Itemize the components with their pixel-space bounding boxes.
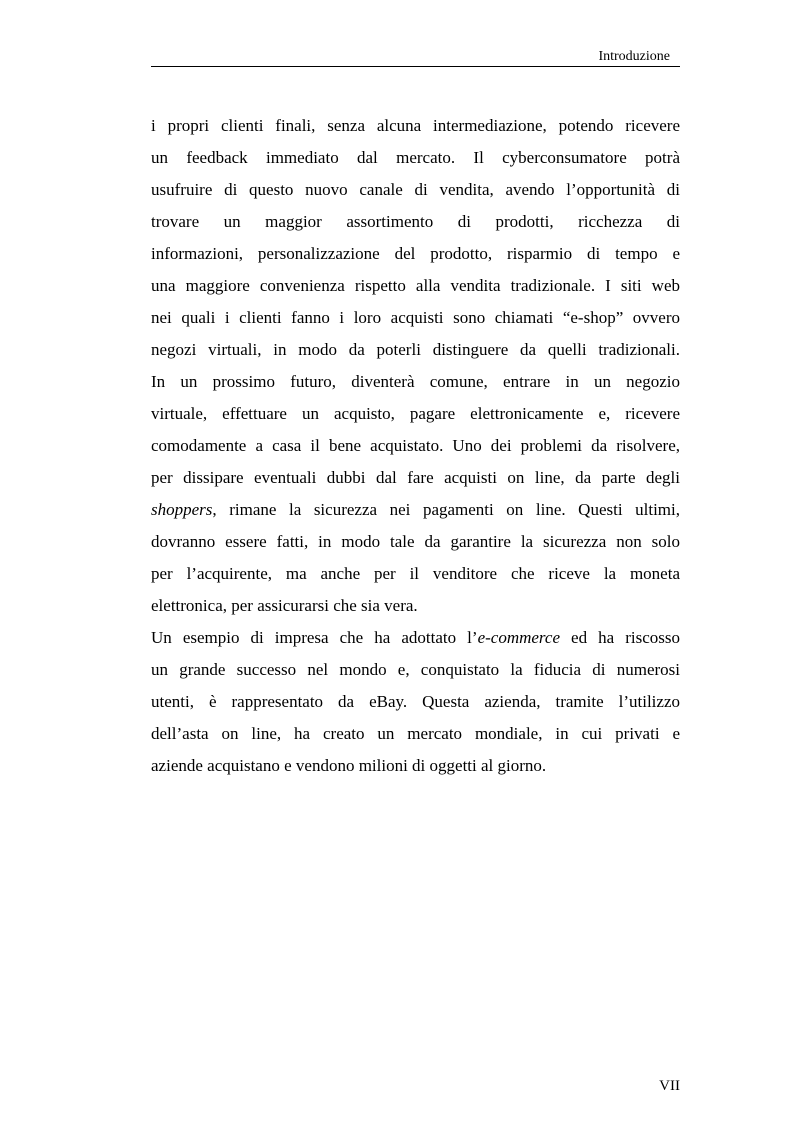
text-line: nei quali i clienti fanno i loro acquisti sono chiamati “e-shop” ovvero bbox=[151, 308, 680, 327]
text-line: aziende acquistano e vendono milioni di oggetti al giorno. bbox=[151, 756, 547, 775]
paragraph-2 bbox=[151, 622, 680, 782]
text-line: informazioni, personalizzazione del prodotto, risparmio di tempo e bbox=[151, 244, 680, 263]
text-line: i propri clienti finali, senza alcuna intermediazione, potendo ricevere bbox=[151, 116, 680, 135]
italic-term-e-commerce: e-commerce bbox=[477, 628, 560, 647]
text-line: utenti, è rappresentato da eBay. Questa azienda, tramite l’utilizzo bbox=[151, 692, 680, 711]
text-fragment: Un esempio di impresa che ha adottato l’ bbox=[151, 628, 478, 647]
text-line: In un prossimo futuro, diventerà comune, entrare in un negozio bbox=[151, 372, 680, 391]
text-line: usufruire di questo nuovo canale di vendita, avendo l’opportunità di bbox=[151, 180, 680, 199]
text-line: comodamente a casa il bene acquistato. Uno dei problemi da risolvere, bbox=[151, 436, 680, 455]
text-line: negozi virtuali, in modo da poterli distinguere da quelli tradizionali. bbox=[151, 340, 680, 359]
page-number: VII bbox=[659, 1078, 680, 1094]
text-line: un grande successo nel mondo e, conquistato la fiducia di numerosi bbox=[151, 660, 680, 679]
header-title: Introduzione bbox=[598, 49, 670, 64]
text-line: un feedback immediato dal mercato. Il cyberconsumatore potrà bbox=[151, 148, 680, 167]
text-fragment: , rimane la sicurezza nei pagamenti on line. Questi ultimi, bbox=[212, 500, 680, 519]
text-line: una maggiore convenienza rispetto alla vendita tradizionale. I siti web bbox=[151, 276, 680, 295]
body-text bbox=[151, 110, 680, 782]
text-line: per dissipare eventuali dubbi dal fare acquisti on line, da parte degli bbox=[151, 468, 680, 487]
italic-term-shoppers: shoppers bbox=[151, 500, 213, 519]
text-fragment: ed ha riscosso bbox=[560, 628, 680, 647]
text-line bbox=[151, 622, 680, 654]
text-line: dovranno essere fatti, in modo tale da garantire la sicurezza non solo bbox=[151, 532, 680, 551]
text-line: elettronica, per assicurarsi che sia vera. bbox=[151, 596, 418, 615]
text-line: virtuale, effettuare un acquisto, pagare elettronicamente e, ricevere bbox=[151, 404, 680, 423]
text-line bbox=[151, 494, 680, 526]
text-line: dell’asta on line, ha creato un mercato mondiale, in cui privati e bbox=[151, 724, 680, 743]
paragraph-1 bbox=[151, 110, 680, 622]
running-header bbox=[151, 47, 680, 67]
text-line: trovare un maggior assortimento di prodotti, ricchezza di bbox=[151, 212, 680, 231]
text-line: per l’acquirente, ma anche per il venditore che riceve la moneta bbox=[151, 564, 680, 583]
